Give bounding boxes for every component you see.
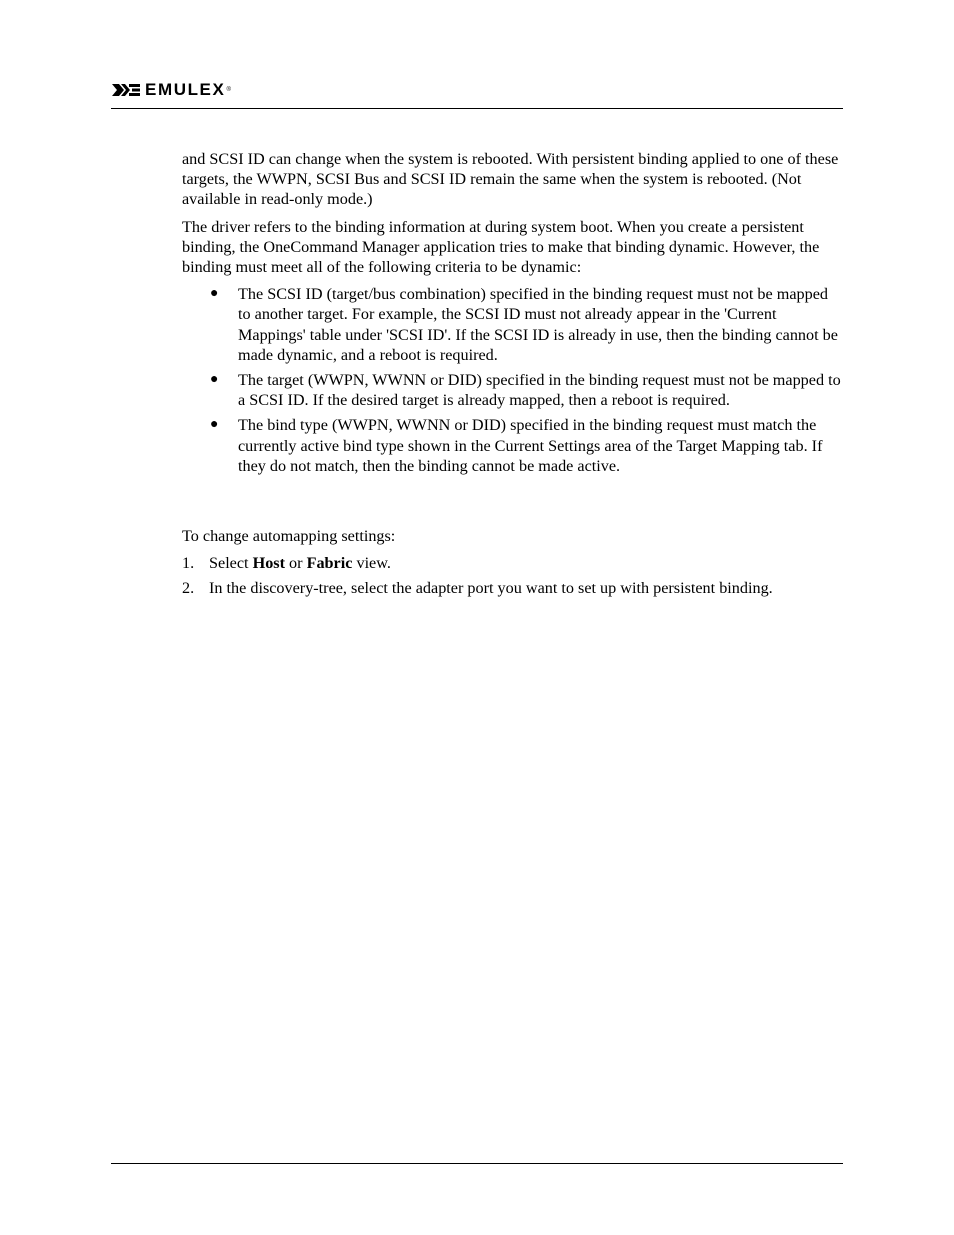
list-item	[182, 415, 842, 476]
header-logo	[111, 80, 231, 100]
header-rule	[111, 108, 843, 109]
list-item-text: The target (WWPN, WWNN or DID) specified in the binding request must not be mapped to a SCSI ID. If the desired target is already mapped, then a reboot is required.	[238, 371, 841, 410]
host-view-label: Host	[252, 554, 285, 573]
page-body	[182, 149, 842, 604]
step-item	[182, 553, 842, 573]
bullet-icon: ●	[210, 417, 219, 433]
fabric-view-label: Fabric	[306, 554, 353, 573]
intro-paragraph: The driver refers to the binding information at during system boot. When you create a persistent binding, the OneCommand Manager application tries to make that binding dynamic. However, the binding must meet all of the following criteria to be dynamic:	[182, 217, 820, 277]
bullet-icon: ●	[210, 286, 219, 302]
list-item-text: The bind type (WWPN, WWNN or DID) specified in the binding request must match the currently active bind type shown in the Current Settings area of the Target Mapping tab. If they do not match, then the binding cannot be made active.	[238, 416, 823, 475]
step-number: 2.	[182, 579, 195, 598]
step-item	[182, 578, 842, 598]
intro-paragraph: and SCSI ID can change when the system is rebooted. With persistent binding applied to one of these targets, the WWPN, SCSI Bus and SCSI ID remain the same when the system is rebooted. (Not available in read-only mode.)	[182, 150, 839, 209]
procedure-steps	[182, 553, 842, 598]
list-item	[182, 284, 842, 365]
footer-rule	[111, 1163, 843, 1164]
list-item-text: The SCSI ID (target/bus combination) specified in the binding request must not be mapped to another target. For example, the SCSI ID must not already appear in the 'Current Mappings' table under 'SCSI ID'. If the SCSI ID is already in use, then the binding cannot be made dynamic, and a reboot is required.	[238, 285, 838, 364]
emulex-logo-icon	[111, 82, 141, 98]
brand-name: EMULEX	[145, 80, 226, 99]
procedure-intro: To change automapping settings:	[182, 527, 396, 546]
step-number: 1.	[182, 554, 195, 573]
criteria-list	[182, 284, 842, 476]
bullet-icon: ●	[210, 372, 219, 388]
section-spacer	[182, 481, 842, 526]
list-item	[182, 370, 842, 410]
brand-registered-mark: ®	[226, 87, 231, 93]
step-text: In the discovery-tree, select the adapter port you want to set up with persistent binding.	[209, 579, 773, 598]
step-text: Select Host or Fabric view.	[209, 554, 391, 573]
